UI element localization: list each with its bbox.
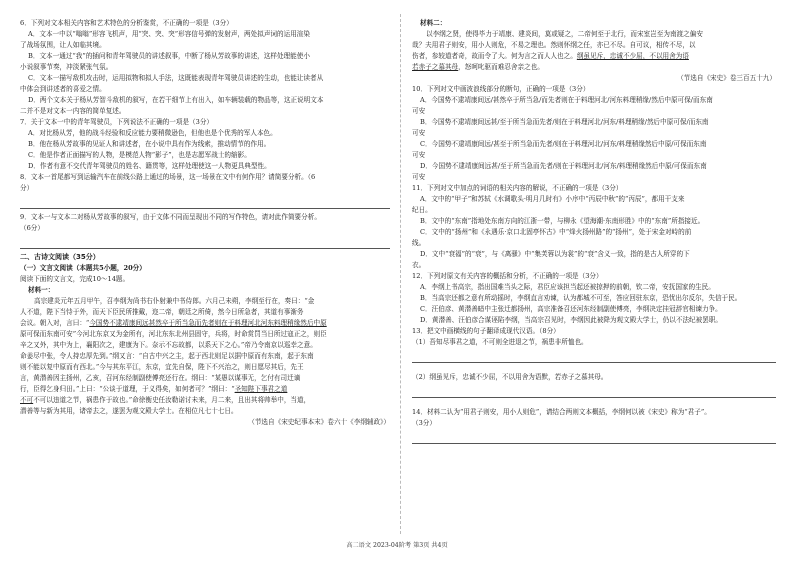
material1-line-7: 则不能以复中原而有西北。”今与其东平江，东京，宜先自保，陛下不兴治之，则日愿尽其后，先王: [20, 363, 304, 371]
q10-option-c-2: 可安: [412, 151, 426, 159]
q13-answer-line-2[interactable]: [412, 383, 776, 398]
material2-line-1: 以李纲之贤，使得毕力于靖康、建炎间，莫或疑之，二帝何至于北行，而宋室岂至为南渡之偏安: [426, 30, 703, 38]
material2-title: 材料二：: [420, 19, 447, 27]
material2-underline-segment-1: 纲虽见斥，忠诚不少屈，不以用舍为语: [576, 52, 689, 60]
material2-line-4: [412, 62, 776, 73]
q10-option-d-1: D．今国势不逮靖康间远甚/至于所当急而先者/则在于料理河北/河东/料理稍缘然后中原/可保而东南: [420, 162, 707, 170]
material1-line-1: 高宗建炎元年五月甲午，召李纲为尚书右仆射兼中书侍郎。六月己未朔，李纲至行在，奏曰：“金: [34, 297, 315, 305]
q7-stem: 7．关于文本一中的青年驾驶员，下列说法不正确的一项是（3分）: [20, 118, 214, 126]
q8-stem-1: 8．文本一首尾都写到运输汽车在前线公路上通过的场景，这一场景在文中有何作用？请简要分析。（6: [20, 173, 316, 181]
right-column: [412, 18, 776, 447]
q9-stem-2: （6分）: [20, 224, 44, 232]
q7-option-c: C．他是作者正面描写的人物，是模范人物“影子”，也是志愿军战士的缩影。: [28, 151, 251, 159]
q7-option-b: B．他在杨从芳故事的见证人和讲述者，在小说中具有作为线索，推动情节的作用。: [28, 140, 271, 148]
material2-line-3-prefix: 伤者，参较道者奇，故而令了大。何为言之而人人也之。: [412, 52, 577, 60]
q11-option-d-2: 衣。: [412, 261, 426, 269]
page-footer: 高二语文 2023-04阶考 第3页 共4页: [346, 542, 448, 549]
material1-line-9-prefix: 行，臣得乞身归田。”上曰：“公谈于道理，于义得矣，如何者可？”纲曰：“: [20, 385, 235, 393]
q11-option-d-1: D．文中“衰福”的“衰”，与《离骚》中“集芙蓉以为裳”的“衰”含义一致，指的是古人所穿的下: [420, 250, 690, 258]
q11-option-b: B．文中的“东南”指地处东南方向的江浙一带，与柳永《望海潮·东南形胜》中的“东南”所指接近。: [420, 217, 705, 225]
material1-underline-segment-2: 不可: [20, 396, 34, 404]
material1-line-10-rest: 不可以违道之节，祸患作于故也。”命徐衡史任汝勒诺讨未来，月二来，且出其将帅举中，当道，: [33, 396, 311, 404]
material1-title: 材料一：: [28, 286, 55, 294]
q11-stem: 11．下列对文中加点的词语的相关内容的解说，不正确的一项是（3分）: [412, 184, 623, 192]
material2-source: （节选自《宋史》卷三百五十九）: [677, 74, 776, 82]
q11-option-a-2: 纪日。: [412, 206, 432, 214]
material1-line-11: 潜善等与新为其用，诸帝去之，遂罢为观文殿大学士。在相位凡七十七日。: [20, 407, 238, 415]
left-column: [20, 18, 390, 428]
q10-option-b-2: 可安: [412, 129, 426, 137]
material1-underline-segment-1: 圣知陛下事君之道: [234, 385, 288, 393]
q7-option-a: A．对比杨从芳，他的战斗经验和反应能力要稍微逊色，但他也是个优秀的军人本色。: [28, 129, 277, 137]
q10-option-b-1: B．今国势不逮靖康间远甚/至于所当急而先者/则在于料理河北/河东/料理稍缘/然后中原可保/而东南: [420, 118, 709, 126]
material2-line-3: [412, 51, 776, 62]
material1-line-6: 命姜尽中张，令人持忠厚先到。”纲又言：“自古中兴之主，起于西北则足以据中原而有东南，起于东南: [20, 352, 314, 360]
material2-line-2: 哉？夫用君子则安，用小人则危，不易之理也。然则怀纲之任，亦已不尽。自可议，相传不尽，以: [412, 41, 696, 49]
material1-line-8: 言，黄潜善因主扬州，乙亥，召河东经制副使傅亮还行在。纲曰：“某愚以谋事无，乞付有司迁谪: [20, 374, 301, 382]
q12-option-a: A．李纲上书高宗，指出国难当头之际，君臣应该担当起还被掠押的前朝，钦二帝，安抚国家的生民。: [420, 283, 715, 291]
material1-line-4: 原可保而东南可安”今河北东京又为金所有，河北东东北州县固守，兵将，时命赏罚当日所过寇正之，则臣: [20, 330, 327, 338]
q14-stem-1: 14．材料二认为“用君子则安，用小人则危”，请结合两则文本概括，李纲何以被《宋史》称为“君子”。: [412, 408, 711, 416]
subsection-title-classical-prose: （一）文言文阅读（本题共5小题，20分）: [20, 264, 146, 272]
q10-option-d-2: 可安: [412, 173, 426, 181]
q10-stem: 10．下列对文中画波浪线部分的断句，正确的一项是（3分）: [412, 85, 590, 93]
q14-stem-2: （3分）: [412, 419, 436, 427]
q12-option-c: C．汪伯彦、黄潜善暗中主张迁都扬州，高宗准备召还河东经制副使傅亮，李纲决定挂冠辞官相谏力争。: [420, 305, 722, 313]
q11-option-c-1: C．文中的“扬州”和《永遇乐·京口北固亭怀古》中“烽火扬州路”的“扬州”，处于宋金对峙的前: [420, 228, 692, 236]
q13-stem: 13．把文中画横线的句子翻译成现代汉语。（8分）: [412, 327, 560, 335]
q6-option-d-2: 二并不是对文本一内容的简单复述。: [20, 107, 126, 115]
q6-option-b-2: 小说叙事节奏，冲淡紧张气氛。: [20, 63, 113, 71]
material1-line-10: [20, 395, 390, 406]
q10-option-a-1: A．今国势不逮靖康间远/甚然卒于所当急/而先者则在于料理河北/河东料理稍缘/然后中原可保/而东南: [420, 96, 713, 104]
q11-option-c-2: 线。: [412, 239, 426, 247]
q14-answer-line[interactable]: [412, 429, 776, 444]
q10-option-c-1: C．今国势不逮靖康间远/甚至于所当急而先者/则在于料理河北/河东/料理稍缘然后中原/可保而东南: [420, 140, 707, 148]
q6-stem: 6．下列对文本相关内容和艺术特色的分析鉴赏，不正确的一项是（3分）: [20, 19, 233, 27]
q11-option-a-1: A．文中的“甲子”和苏轼《水调歌头·明月几时有》小序中“丙辰中秋”的“丙辰”，都用干支来: [420, 195, 685, 203]
material1-line-2: 人不道，陛下当恃于外，而天下臣民所推戴，迩二帝，朝廷之所倚，然今日所急者，其道有事渐务: [20, 308, 304, 316]
material1-source: （节选自《宋史纪事本末》卷六十《李纲辅政》）: [248, 418, 390, 426]
q8-answer-line[interactable]: [20, 194, 390, 209]
q6-option-a-1: A．文本一中以“嗡嗡”形容飞机声，用“突、突、突”形容信号弹的发射声，两处拟声词的运用渲染: [28, 30, 310, 38]
q6-option-c-2: 中体会到讲述者的喜爱之情。: [20, 85, 106, 93]
q12-option-b: B．当高宗还都之意有所动摇时，李纲直言劝谏，认为都城不可至，答应回驻东京，恐忧出尔反尔，失信于民。: [420, 294, 742, 302]
q9-answer-line[interactable]: [20, 234, 390, 249]
q12-option-d: D．黄潜善、汪伯彦合谋诬陷李纲，当高宗召见时，李纲因此被降为观文殿大学士，仍以不法纪被罢职。: [420, 316, 723, 324]
material2-line-4-rest: ，怒呵叱驱而难忍舍亲之也。: [458, 63, 544, 71]
material1-line-9: [20, 384, 390, 395]
q6-option-b-1: B．文本一通过“我”的插问和青年驾驶员的讲述叙事，中断了杨从芳故事的讲述，这样处理能使小: [28, 52, 310, 60]
reading-instruction: 阅读下面的文言文，完成10～14题。: [20, 275, 130, 283]
material1-line-5: 辛之又外，其中为上，襄阳次之，建康为下。奈示不忘故都，以系天下之心。”帝乃令南京以巡幸之意。: [20, 341, 317, 349]
q13-sentence-1: （1）吾知尽事君之道，不可则全进退之节，祸患非所恤也。: [412, 338, 588, 346]
q13-sentence-2: （2）纲虽见斥，忠诚不少屈，不以用舍为语默，若赤子之慕其母。: [412, 373, 608, 381]
q8-stem-2: 分）: [20, 184, 34, 192]
material1-line-3-prefix: 会议。朝入对，言曰：“: [20, 319, 90, 327]
q6-option-d-1: D．两个文本关于杨从芳智斗敌机的叙写，在若干细节上有出入，如车辆装载的物品等，这正说明文本: [28, 96, 324, 104]
q9-stem-1: 9．文本一与文本二对杨从芳故事的叙写，由于文体不同而呈现出不同的写作特色，请对此作简要分析。: [20, 213, 321, 221]
material1-wavy-segment: 今国势不逮靖康间远甚然卒于所当急而先者则在于料理河北河东料理稍缘然后中原: [89, 319, 327, 327]
q6-option-a-2: 了战场氛围，让人如临其境。: [20, 41, 106, 49]
q7-option-d: D．作者有意不交代青年驾驶员的姓名、籍贯等，这样处理使这一人物更具典型性。: [28, 162, 271, 170]
q10-option-a-2: 可安: [412, 107, 426, 115]
section-title-classical: 二、古诗文阅读（35分）: [20, 253, 100, 261]
q13-answer-line-1[interactable]: [412, 348, 776, 363]
column-divider: [400, 14, 401, 534]
q6-option-c-1: C．文本一描写敌机攻击时，运用拟物和拟人手法，这既能表现青年驾驶员讲述的生动，也能让读者从: [28, 74, 324, 82]
material2-underline-segment-2: 若赤子之慕其母: [412, 63, 459, 71]
q12-stem: 12．下列对原文有关内容的概括和分析，不正确的一项是（3分）: [412, 272, 603, 280]
material1-line-3: [20, 318, 390, 329]
